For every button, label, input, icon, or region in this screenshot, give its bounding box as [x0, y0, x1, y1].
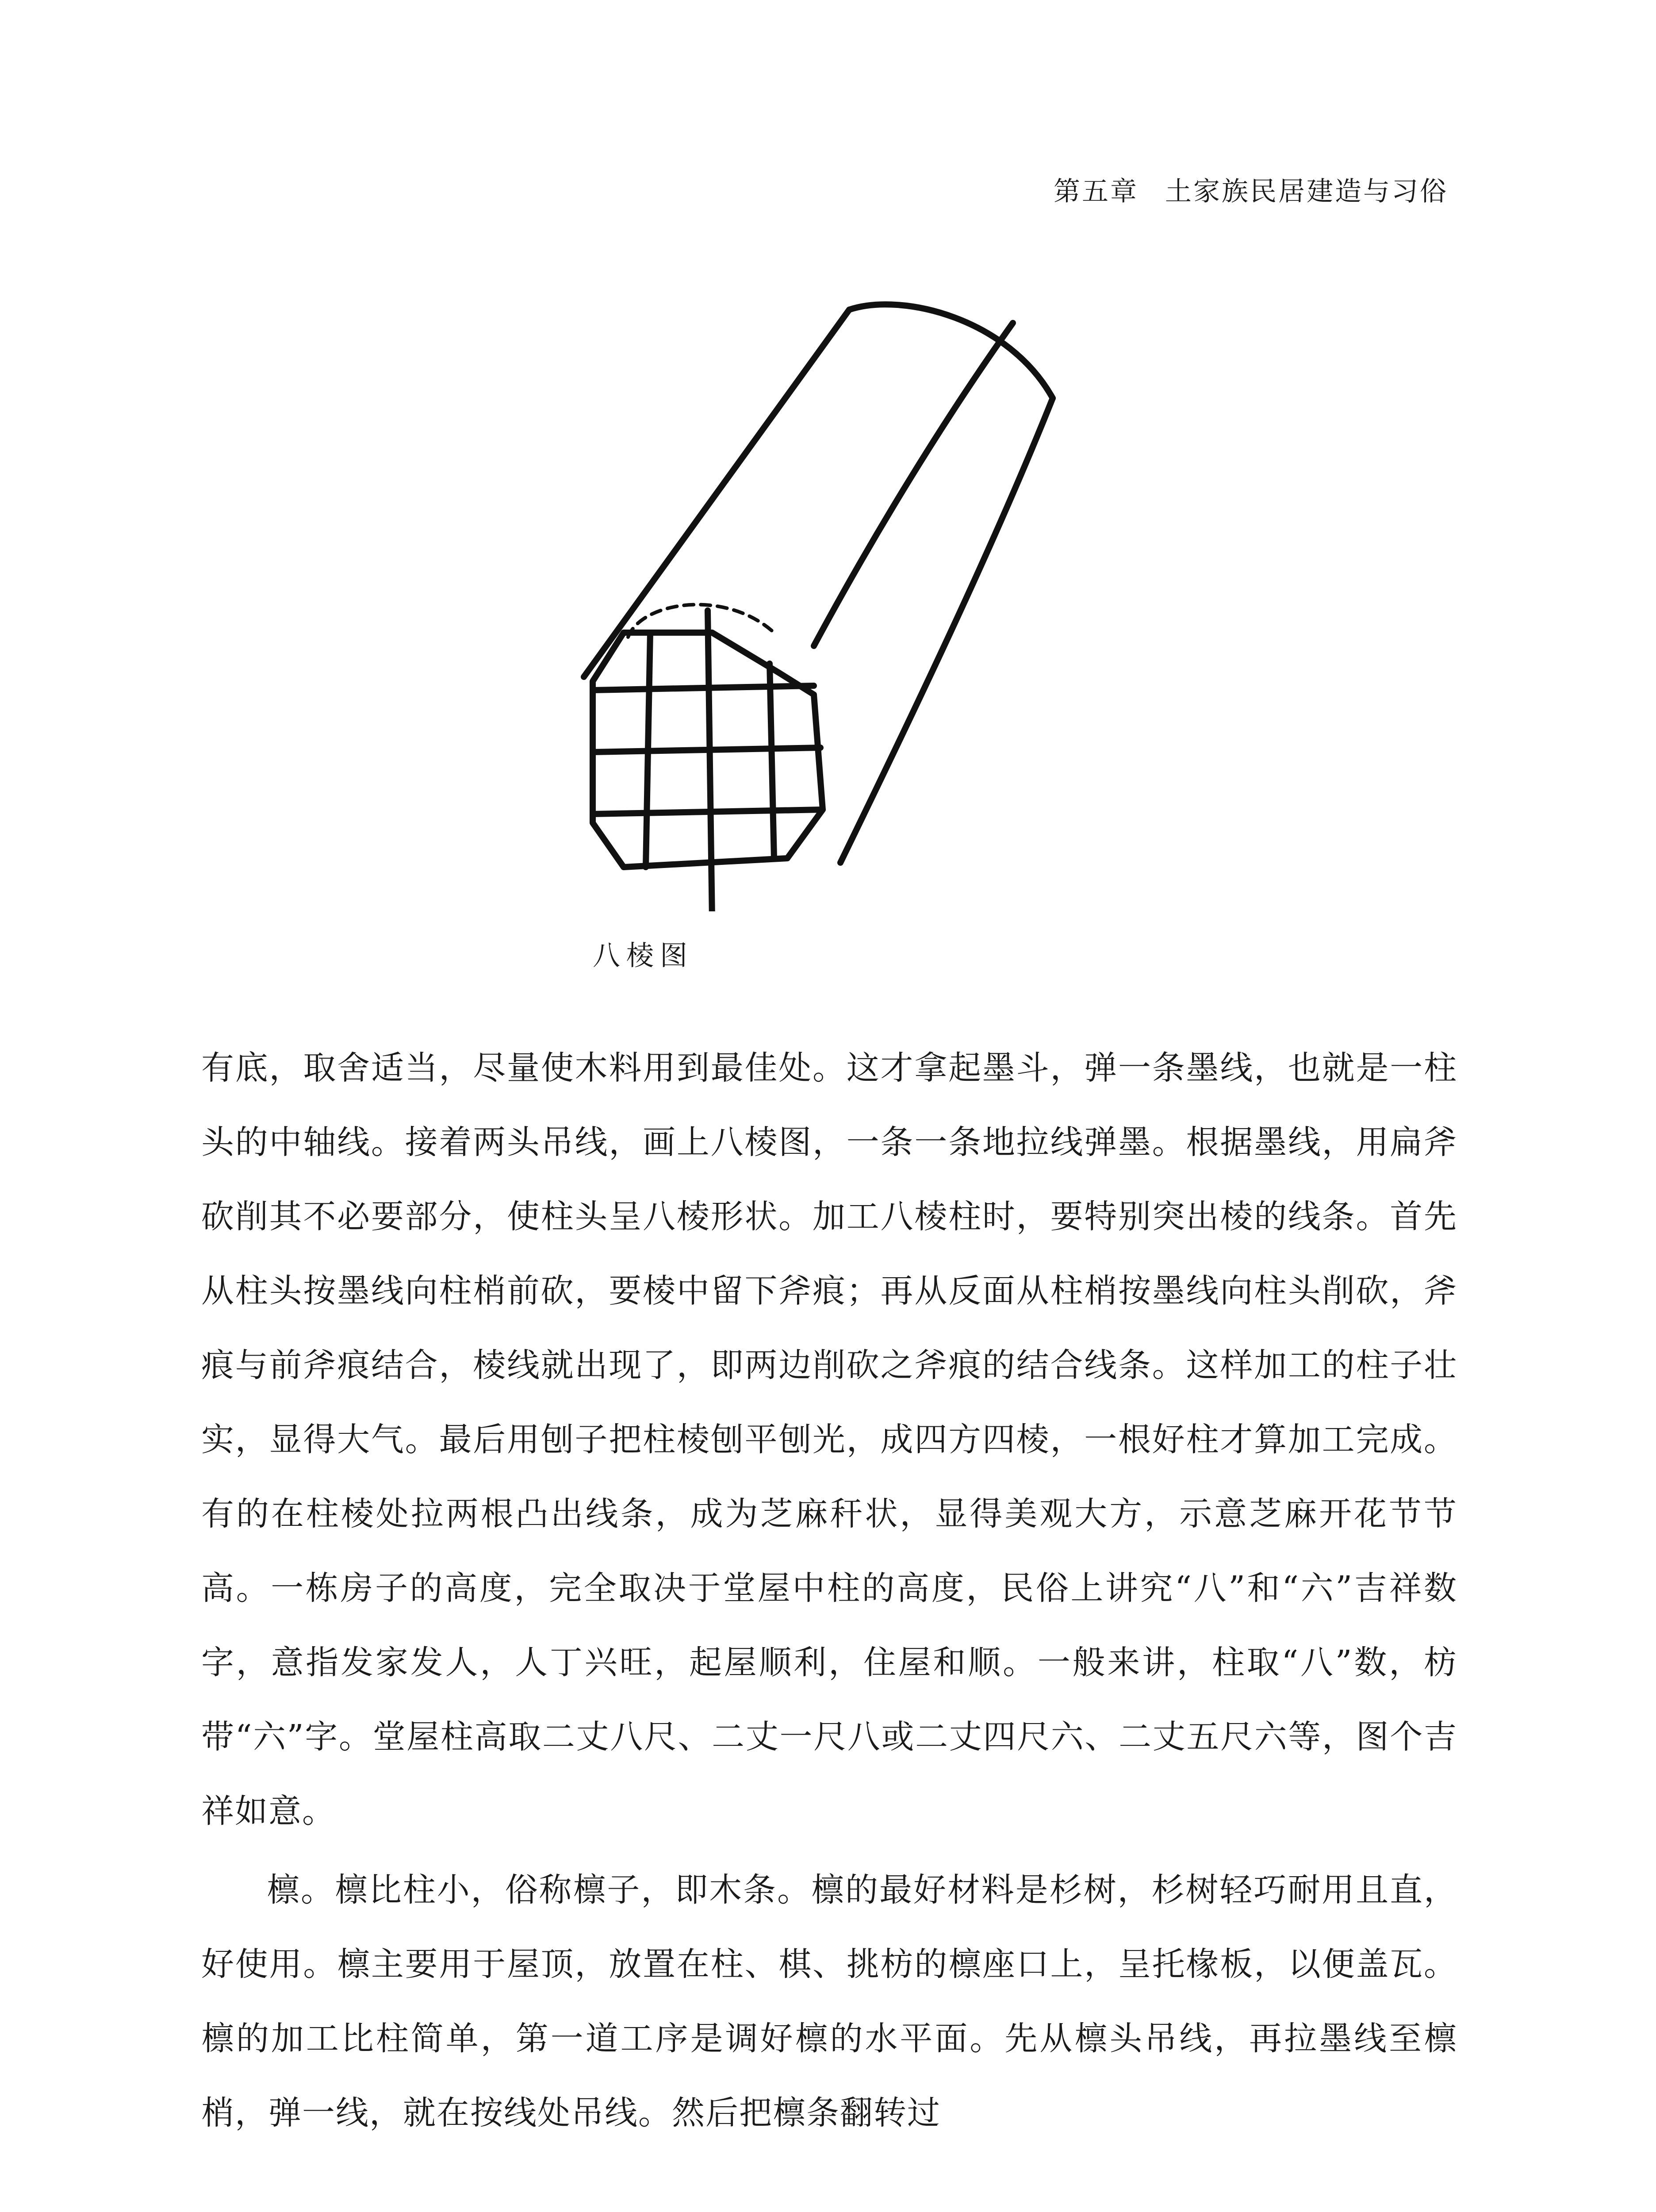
grid-horizontal-bottom	[593, 810, 823, 814]
chapter-title: 土家族民居建造与习俗	[1165, 176, 1448, 207]
grid-horizontal-top	[593, 686, 814, 690]
chapter-number: 第五章	[1054, 176, 1138, 207]
octagon-log-illustration	[566, 283, 1097, 911]
grid-horizontal-middle	[593, 748, 820, 752]
bottom-edge-line	[840, 398, 1053, 863]
figure-caption: 八棱图	[593, 939, 694, 972]
body-paragraph-1: 有底，取舍适当，尽量使木料用到最佳处。这才拿起墨斗，弹一条墨线，也就是一柱头的中轴线。接着两头吊线，画上八棱图，一条一条地拉线弹墨。根据墨线，用扁斧砍削其不必要部分，使柱头呈八棱形状。加工八棱柱时，要特别突出棱的线条。首先从柱头按墨线向柱梢前砍，要棱中留下斧痕；再从反面从柱梢按墨线向柱头削砍，斧痕与前斧痕结合，棱线就出现了，即两边削砍之斧痕的结合线条。这样加工的柱子壮实，显得大气。最后用刨子把柱棱刨平刨光，成四方四棱，一根好柱才算加工完成。有的在柱棱处拉两根凸出线条，成为芝麻秆状，显得美观大方，示意芝麻开花节节高。一栋房子的高度，完全取决于堂屋中柱的高度，民俗上讲究“八”和“六”吉祥数字，意指发家发人，人丁兴旺，起屋顺利，住屋和顺。一般来讲，柱取“八”数，枋带“六”字。堂屋柱高取二丈八尺、二丈一尺八或二丈四尺六、二丈五尺六等，图个吉祥如意。	[201, 1049, 1457, 1830]
grid-vertical-right	[770, 664, 774, 858]
ridge-line	[814, 323, 1013, 646]
far-end-arc	[849, 304, 1053, 398]
body-text	[201, 1031, 1457, 2150]
body-paragraph-2: 檩。檩比柱小，俗称檩子，即木条。檩的最好材料是杉树，杉树轻巧耐用且直，好使用。檩主要用于屋顶，放置在柱、棋、挑枋的檩座口上，呈托椽板，以便盖瓦。檩的加工比柱简单，第一道工序是调好檩的水平面。先从檩头吊线，再拉墨线至檩梢，弹一线，就在按线处吊线。然后把檩条翻转过	[201, 1871, 1457, 2132]
running-header	[1054, 170, 1448, 208]
top-edge-line	[584, 310, 849, 677]
octagon-log-drawing	[566, 283, 1097, 911]
grid-vertical-center	[708, 611, 712, 911]
